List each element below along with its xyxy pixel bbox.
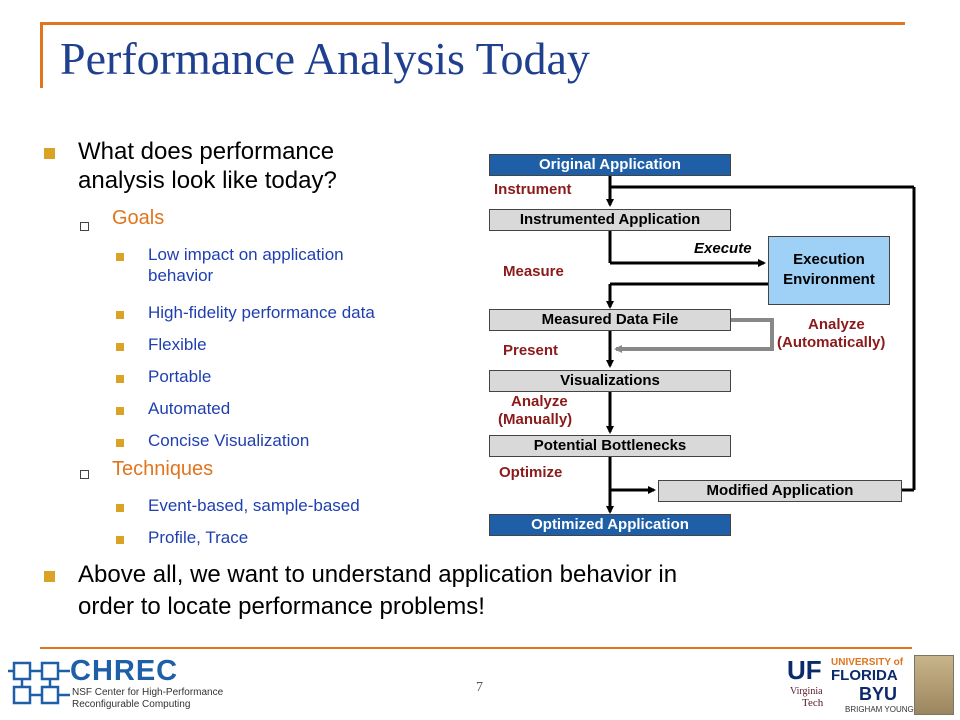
measured-data-file-box: Measured Data File [489, 309, 731, 331]
goal-item: High-fidelity performance data [148, 303, 375, 322]
bullet-text: What does performance [78, 138, 335, 165]
analyze-automatic-label: Analyze [808, 316, 865, 333]
slide-title: Performance Analysis Today [60, 33, 590, 84]
goal-item: behavior [148, 266, 214, 285]
goals-heading: Goals [112, 207, 165, 229]
vt-name-line: Tech [802, 697, 824, 709]
analyze-manual-label: (Manually) [498, 411, 573, 428]
bullet-text: Above all, we want to understand application behavior in [78, 561, 678, 588]
analyze-automatic-label: (Automatically) [777, 334, 886, 351]
chrec-chip-icon [8, 657, 76, 711]
vt-name-line: Virginia [790, 686, 823, 697]
potential-bottlenecks-box: Potential Bottlenecks [489, 435, 731, 457]
optimize-label: Optimize [499, 464, 563, 481]
execution-environment-line: Execution [793, 251, 865, 268]
uf-mark: UF [787, 655, 822, 685]
goal-item: Automated [148, 399, 231, 418]
goal-item: Flexible [148, 335, 207, 354]
byu-mark: BYU [859, 684, 898, 704]
modified-application-box: Modified Application [658, 480, 902, 502]
vt-logo [790, 686, 840, 718]
execution-environment-box [768, 236, 890, 305]
chrec-logo [8, 655, 224, 713]
analyze-manual-label: Analyze [511, 393, 568, 410]
goal-item: Concise Visualization [148, 431, 310, 450]
byu-logo [845, 684, 915, 718]
present-label: Present [503, 342, 559, 359]
byu-subtitle: BRIGHAM YOUNG [845, 705, 914, 714]
measure-label: Measure [503, 263, 564, 280]
bullet-text: analysis look like today? [78, 167, 337, 194]
original-application-box: Original Application [489, 154, 731, 176]
uf-name-line: UNIVERSITY of [831, 657, 904, 668]
chrec-wordmark: CHREC [70, 655, 179, 687]
techniques-heading: Techniques [112, 458, 214, 480]
page-number: 7 [476, 680, 483, 695]
goal-item: Low impact on application [148, 245, 344, 264]
execute-label: Execute [694, 240, 752, 257]
execution-environment-line: Environment [783, 271, 875, 288]
goal-item: Portable [148, 367, 212, 386]
instrumented-application-box: Instrumented Application [489, 209, 731, 231]
visualizations-box: Visualizations [489, 370, 731, 392]
technique-item: Profile, Trace [148, 528, 249, 547]
footer-accent-line [40, 647, 912, 649]
chrec-subtitle: Reconfigurable Computing [72, 699, 191, 710]
uf-logo [787, 655, 907, 685]
chrec-subtitle: NSF Center for High-Performance [72, 687, 224, 698]
uf-name-line: FLORIDA [831, 667, 898, 684]
instrument-label: Instrument [494, 181, 572, 198]
optimized-application-box: Optimized Application [489, 514, 731, 536]
gwu-portrait-icon [914, 655, 954, 715]
technique-item: Event-based, sample-based [148, 496, 360, 515]
bullet-text: order to locate performance problems! [78, 593, 485, 620]
